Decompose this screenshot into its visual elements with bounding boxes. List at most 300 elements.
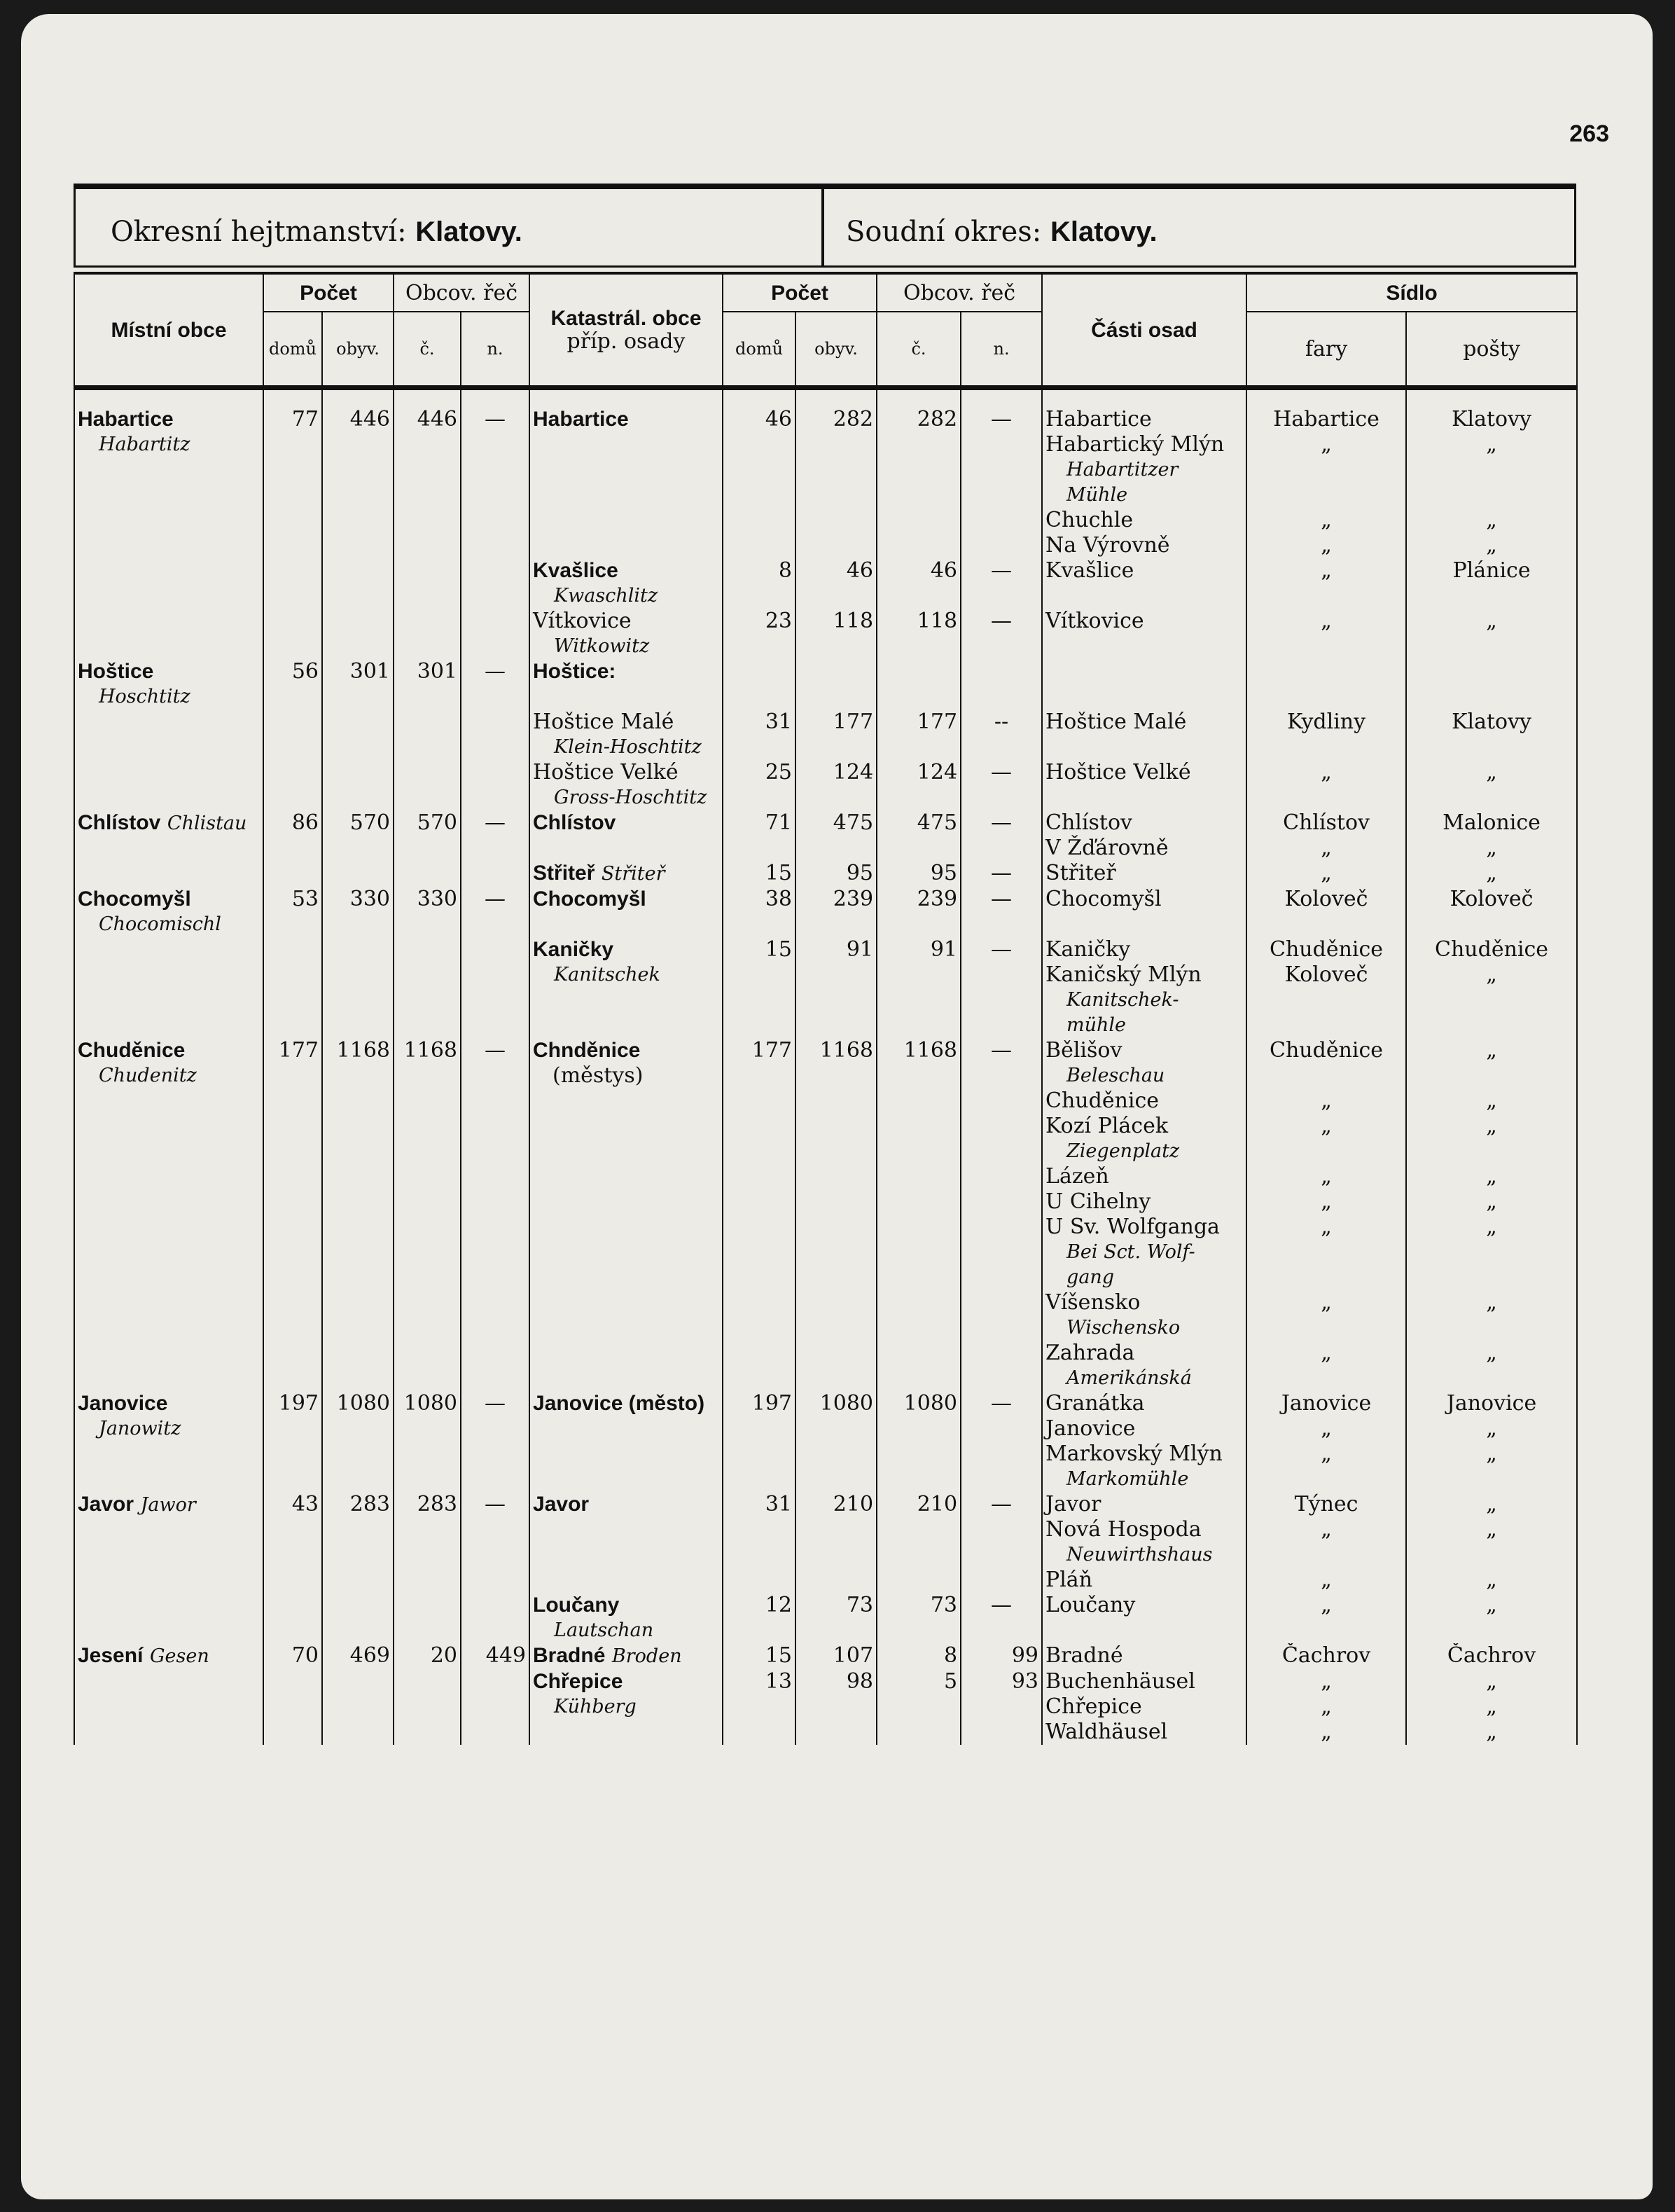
parish-cell xyxy=(1246,1492,1406,1593)
cadastral-german: — xyxy=(961,558,1042,609)
empty-cell xyxy=(394,1669,461,1745)
settlement-part-de: Beleschau xyxy=(1066,1065,1165,1086)
municipality-czech: 446 xyxy=(394,388,461,559)
post-office: „ xyxy=(1486,533,1497,558)
col-n-2: n. xyxy=(961,312,1042,388)
empty-cell xyxy=(394,937,461,1038)
post-office-cell xyxy=(1406,861,1577,887)
cadastral-german: — xyxy=(961,810,1042,861)
cadastral-german: — xyxy=(961,937,1042,1038)
spacer xyxy=(1410,1315,1573,1341)
col-casti-osad: Části osad xyxy=(1042,273,1246,388)
settlement-parts-cell xyxy=(1042,861,1246,887)
cadastral-houses: 38 xyxy=(723,887,795,937)
district-label xyxy=(111,216,522,248)
empty-cell xyxy=(394,1593,461,1643)
spacer xyxy=(1410,988,1573,1013)
settlement-part: Střiteř xyxy=(1045,861,1116,885)
parish-seat: „ xyxy=(1321,1568,1332,1592)
parish-seat: Chuděnice xyxy=(1270,1038,1384,1063)
empty-cell xyxy=(263,760,322,810)
parish-seat: „ xyxy=(1321,1593,1332,1617)
municipality-german: — xyxy=(461,887,529,937)
spacer xyxy=(1410,483,1573,508)
parish-cell xyxy=(1246,558,1406,609)
municipality-houses: 56 xyxy=(263,659,322,710)
cadastral-czech: 475 xyxy=(877,810,961,861)
cadastral-name: Vítkovice xyxy=(533,609,632,633)
parish-seat: „ xyxy=(1321,1341,1332,1365)
municipality-houses: 70 xyxy=(263,1643,322,1669)
col-c: č. xyxy=(394,312,461,388)
cadastral-cell xyxy=(529,1492,723,1593)
municipality-german: — xyxy=(461,1492,529,1593)
district-value: Klatovy. xyxy=(415,216,522,247)
settlement-parts-cell xyxy=(1042,1391,1246,1492)
cadastral-german: — xyxy=(961,388,1042,559)
municipality-population: 1080 xyxy=(322,1391,394,1492)
settlement-part: Hoštice Malé xyxy=(1045,710,1187,734)
empty-cell xyxy=(74,558,263,609)
cadastral-german: — xyxy=(961,1593,1042,1643)
municipality-cell xyxy=(74,1643,263,1669)
spacer xyxy=(1410,1240,1573,1265)
settlement-part: Buchenhäusel xyxy=(1045,1669,1195,1694)
municipality-table xyxy=(74,272,1578,1745)
spacer xyxy=(1250,1265,1403,1290)
empty-cell xyxy=(322,609,394,659)
settlement-part-de: Amerikánská xyxy=(1066,1367,1192,1389)
parish-seat: Koloveč xyxy=(1284,962,1368,987)
post-office: „ xyxy=(1486,1290,1497,1315)
cadastral-german: 99 xyxy=(961,1643,1042,1669)
municipality-population: 469 xyxy=(322,1643,394,1669)
cadastral-houses: 197 xyxy=(723,1391,795,1492)
settlement-part: U Sv. Wolfganga xyxy=(1045,1215,1220,1239)
post-office: „ xyxy=(1486,508,1497,532)
cadastral-cell xyxy=(529,1593,723,1643)
municipality-czech: 570 xyxy=(394,810,461,861)
col-pocet-2: Počet xyxy=(723,273,877,312)
cadastral-name-de: Kanitschek xyxy=(554,964,660,986)
municipality-houses: 53 xyxy=(263,887,322,937)
post-office-cell xyxy=(1406,388,1577,559)
settlement-part: Chuděnice xyxy=(1045,1088,1160,1113)
table-row xyxy=(74,609,1577,659)
cadastral-houses: 12 xyxy=(723,1593,795,1643)
municipality-houses: 86 xyxy=(263,810,322,861)
court-district-label xyxy=(846,216,1158,248)
municipality-name: Chlístov xyxy=(78,811,161,834)
parish-cell xyxy=(1246,1593,1406,1643)
parish-seat: „ xyxy=(1321,1720,1332,1744)
empty-cell xyxy=(322,937,394,1038)
settlement-part-de: Wischensko xyxy=(1066,1317,1181,1339)
cadastral-german: — xyxy=(961,861,1042,887)
cadastral-cell xyxy=(529,659,723,710)
cadastral-cell xyxy=(529,1038,723,1391)
settlement-part: Pláň xyxy=(1045,1568,1093,1592)
settlement-part: Hoštice Velké xyxy=(1045,760,1191,784)
col-katastral-line1: Katastrál. obce xyxy=(550,307,702,330)
settlement-parts-cell xyxy=(1042,1593,1246,1643)
col-domu: domů xyxy=(263,312,322,388)
cadastral-czech xyxy=(877,659,961,710)
post-office: „ xyxy=(1486,760,1497,784)
parish-seat: Koloveč xyxy=(1284,887,1368,911)
municipality-czech: 330 xyxy=(394,887,461,937)
municipality-name-de: Gesen xyxy=(149,1645,209,1667)
post-office: „ xyxy=(1486,836,1497,860)
municipality-cell xyxy=(74,1391,263,1492)
empty-cell xyxy=(74,1669,263,1745)
empty-cell xyxy=(322,1669,394,1745)
table-row xyxy=(74,1391,1577,1492)
municipality-german: — xyxy=(461,388,529,559)
parish-cell xyxy=(1246,388,1406,559)
settlement-part: Chocomyšl xyxy=(1045,887,1162,911)
cadastral-population xyxy=(795,659,877,710)
parish-seat: „ xyxy=(1321,1669,1332,1694)
cadastral-czech: 5 xyxy=(877,1669,961,1745)
empty-cell xyxy=(263,937,322,1038)
post-office: „ xyxy=(1486,1038,1497,1063)
settlement-parts-cell xyxy=(1042,1643,1246,1669)
empty-cell xyxy=(461,937,529,1038)
settlement-parts-cell xyxy=(1042,388,1246,559)
municipality-name: Chocomyšl xyxy=(78,887,191,911)
empty-cell xyxy=(461,760,529,810)
cadastral-houses: 31 xyxy=(723,1492,795,1593)
table-row xyxy=(74,887,1577,937)
cadastral-houses: 46 xyxy=(723,388,795,559)
municipality-german: — xyxy=(461,1038,529,1391)
cadastral-population: 1168 xyxy=(795,1038,877,1391)
cadastral-name-de: Gross-Hoschtitz xyxy=(554,787,707,808)
spacer xyxy=(1410,1063,1573,1088)
post-office-cell xyxy=(1406,659,1577,710)
col-fary: fary xyxy=(1246,312,1406,388)
spacer xyxy=(1410,1265,1573,1290)
cadastral-cell xyxy=(529,760,723,810)
municipality-houses: 77 xyxy=(263,388,322,559)
municipality-czech: 1168 xyxy=(394,1038,461,1391)
empty-cell xyxy=(461,1669,529,1745)
spacer xyxy=(1250,1366,1403,1391)
post-office: „ xyxy=(1486,1492,1497,1516)
municipality-czech: 283 xyxy=(394,1492,461,1593)
settlement-parts-cell xyxy=(1042,1038,1246,1391)
cadastral-name-de: Lautschan xyxy=(554,1619,654,1641)
post-office-cell xyxy=(1406,1593,1577,1643)
parish-seat: Chlístov xyxy=(1283,810,1370,835)
court-district-value: Klatovy. xyxy=(1050,216,1158,247)
settlement-parts-cell xyxy=(1042,558,1246,609)
cadastral-czech: 91 xyxy=(877,937,961,1038)
settlement-parts-cell xyxy=(1042,810,1246,861)
municipality-population: 330 xyxy=(322,887,394,937)
table-row xyxy=(74,861,1577,887)
cadastral-name: Janovice (město) xyxy=(533,1392,705,1415)
municipality-cell xyxy=(74,1492,263,1593)
parish-cell xyxy=(1246,861,1406,887)
cadastral-czech: 210 xyxy=(877,1492,961,1593)
empty-cell xyxy=(461,861,529,887)
cadastral-population: 177 xyxy=(795,710,877,760)
settlement-part: Víšensko xyxy=(1045,1290,1141,1315)
spacer xyxy=(1410,1366,1573,1391)
empty-cell xyxy=(394,710,461,760)
col-sidlo: Sídlo xyxy=(1246,273,1577,312)
parish-seat: „ xyxy=(1321,609,1332,633)
spacer xyxy=(1250,1542,1403,1568)
parish-cell xyxy=(1246,1669,1406,1745)
post-office: Malonice xyxy=(1443,810,1541,835)
cadastral-houses: 31 xyxy=(723,710,795,760)
post-office: „ xyxy=(1486,1215,1497,1239)
post-office: „ xyxy=(1486,1189,1497,1214)
municipality-german: 449 xyxy=(461,1643,529,1669)
post-office: „ xyxy=(1486,432,1497,457)
empty-cell xyxy=(263,1593,322,1643)
cadastral-cell xyxy=(529,558,723,609)
cadastral-czech: 118 xyxy=(877,609,961,659)
parish-cell xyxy=(1246,760,1406,810)
municipality-german: — xyxy=(461,810,529,861)
settlement-part: Zahrada xyxy=(1045,1341,1135,1365)
empty-cell xyxy=(263,1669,322,1745)
municipality-name-de: Janowitz xyxy=(99,1418,181,1439)
table-row xyxy=(74,659,1577,710)
cadastral-houses: 15 xyxy=(723,861,795,887)
col-mistni-obce: Místní obce xyxy=(74,273,263,388)
spacer xyxy=(1410,1139,1573,1164)
parish-seat: „ xyxy=(1321,432,1332,457)
settlement-part: Janovice xyxy=(1045,1416,1136,1441)
cadastral-population: 118 xyxy=(795,609,877,659)
parish-cell xyxy=(1246,1391,1406,1492)
parish-seat: Týnec xyxy=(1294,1492,1358,1516)
table-row xyxy=(74,388,1577,559)
parish-cell xyxy=(1246,810,1406,861)
municipality-population: 1168 xyxy=(322,1038,394,1391)
cadastral-population: 95 xyxy=(795,861,877,887)
cadastral-houses: 15 xyxy=(723,1643,795,1669)
cadastral-czech: 95 xyxy=(877,861,961,887)
municipality-german: — xyxy=(461,1391,529,1492)
settlement-part: U Cihelny xyxy=(1045,1189,1151,1214)
spacer xyxy=(1250,1139,1403,1164)
table-row xyxy=(74,760,1577,810)
municipality-population: 301 xyxy=(322,659,394,710)
cadastral-name: Chnděnice xyxy=(533,1039,641,1062)
empty-cell xyxy=(394,760,461,810)
post-office: Janovice xyxy=(1446,1391,1537,1416)
municipality-name: Janovice xyxy=(78,1392,168,1415)
cadastral-population: 98 xyxy=(795,1669,877,1745)
cadastral-houses xyxy=(723,659,795,710)
municipality-cell xyxy=(74,810,263,861)
empty-cell xyxy=(461,710,529,760)
settlement-part: Nová Hospoda xyxy=(1045,1517,1202,1542)
municipality-houses: 197 xyxy=(263,1391,322,1492)
post-office-cell xyxy=(1406,558,1577,609)
page-number: 263 xyxy=(1569,120,1609,147)
parish-seat: Janovice xyxy=(1281,1391,1372,1416)
post-office: „ xyxy=(1486,1593,1497,1617)
table-row xyxy=(74,1492,1577,1593)
parish-seat: Čachrov xyxy=(1281,1643,1371,1668)
col-obyv: obyv. xyxy=(322,312,394,388)
cadastral-houses: 8 xyxy=(723,558,795,609)
cadastral-cell xyxy=(529,937,723,1038)
parish-seat: Kydliny xyxy=(1286,710,1366,734)
cadastral-name: Kaničky xyxy=(533,938,614,961)
col-obcov-rec-2: Obcov. řeč xyxy=(877,273,1042,312)
cadastral-german: — xyxy=(961,1391,1042,1492)
post-office-cell xyxy=(1406,1643,1577,1669)
post-office: „ xyxy=(1486,1669,1497,1694)
parish-seat: Habartice xyxy=(1273,407,1379,431)
cadastral-czech: 46 xyxy=(877,558,961,609)
cadastral-czech: 177 xyxy=(877,710,961,760)
settlement-part: Markovský Mlýn xyxy=(1045,1442,1223,1466)
cadastral-population: 475 xyxy=(795,810,877,861)
spacer xyxy=(1250,988,1403,1013)
cadastral-name: Hoštice Velké xyxy=(533,760,679,784)
settlement-part: Chřepice xyxy=(1045,1694,1142,1719)
municipality-name: Jesení xyxy=(78,1644,144,1667)
municipality-population: 570 xyxy=(322,810,394,861)
parish-seat: „ xyxy=(1321,1114,1332,1138)
empty-cell xyxy=(322,861,394,887)
spacer xyxy=(1250,483,1403,508)
post-office: Klatovy xyxy=(1452,407,1531,431)
cadastral-cell xyxy=(529,810,723,861)
parish-cell xyxy=(1246,1038,1406,1391)
municipality-czech: 301 xyxy=(394,659,461,710)
empty-cell xyxy=(263,710,322,760)
cadastral-name: Chocomyšl xyxy=(533,887,646,911)
settlement-part: Chuchle xyxy=(1045,508,1134,532)
municipality-cell xyxy=(74,659,263,710)
post-office-cell xyxy=(1406,810,1577,861)
municipality-czech: 1080 xyxy=(394,1391,461,1492)
post-office: Plánice xyxy=(1452,558,1531,583)
cadastral-name: Bradné xyxy=(533,1644,606,1667)
cadastral-name: Hoštice: xyxy=(533,660,616,683)
post-office: Čachrov xyxy=(1447,1643,1536,1668)
municipality-name-de: Hoschtitz xyxy=(99,686,190,707)
settlement-part: Waldhäusel xyxy=(1045,1720,1168,1744)
post-office: „ xyxy=(1486,1341,1497,1365)
court-district-label-text: Soudní okres: xyxy=(846,216,1042,248)
settlement-parts-cell xyxy=(1042,937,1246,1038)
cadastral-cell xyxy=(529,1391,723,1492)
cadastral-czech: 1168 xyxy=(877,1038,961,1391)
municipality-name-de: Chlistau xyxy=(167,813,247,834)
col-katastral-line2: příp. osady xyxy=(567,329,686,354)
settlement-part: Chlístov xyxy=(1045,810,1132,835)
col-posty: pošty xyxy=(1406,312,1577,388)
cadastral-name-de: Broden xyxy=(611,1645,682,1667)
settlement-parts-cell xyxy=(1042,710,1246,760)
cadastral-cell xyxy=(529,1669,723,1745)
page xyxy=(21,14,1653,2199)
cadastral-houses: 15 xyxy=(723,937,795,1038)
parish-seat: „ xyxy=(1321,1164,1332,1189)
table-row xyxy=(74,937,1577,1038)
cadastral-name: Kvašlice xyxy=(533,559,618,582)
cadastral-german xyxy=(961,659,1042,710)
post-office-cell xyxy=(1406,887,1577,937)
municipality-name: Chuděnice xyxy=(78,1039,186,1062)
cadastral-czech: 73 xyxy=(877,1593,961,1643)
settlement-part: Javor xyxy=(1045,1492,1101,1516)
spacer xyxy=(1250,457,1403,483)
post-office-cell xyxy=(1406,609,1577,659)
district-header xyxy=(74,184,1576,268)
empty-cell xyxy=(263,558,322,609)
municipality-german: — xyxy=(461,659,529,710)
cadastral-german: — xyxy=(961,609,1042,659)
cadastral-name: Hoštice Malé xyxy=(533,710,674,734)
settlement-parts-cell xyxy=(1042,1492,1246,1593)
empty-cell xyxy=(461,609,529,659)
empty-cell xyxy=(394,558,461,609)
cadastral-name-de: Kwaschlitz xyxy=(554,585,658,607)
empty-cell xyxy=(74,609,263,659)
settlement-part-de: Markomühle xyxy=(1066,1468,1189,1490)
settlement-parts-cell xyxy=(1042,1669,1246,1745)
post-office: „ xyxy=(1486,1114,1497,1138)
post-office-cell xyxy=(1406,937,1577,1038)
cadastral-houses: 71 xyxy=(723,810,795,861)
post-office: Klatovy xyxy=(1452,710,1531,734)
cadastral-name-de: Klein-Hoschtitz xyxy=(554,736,702,758)
parish-seat: „ xyxy=(1321,861,1332,885)
cadastral-name: Chlístov xyxy=(533,811,616,834)
cadastral-cell xyxy=(529,887,723,937)
cadastral-population: 107 xyxy=(795,1643,877,1669)
col-c-2: č. xyxy=(877,312,961,388)
municipality-population: 446 xyxy=(322,388,394,559)
cadastral-cell xyxy=(529,1643,723,1669)
cadastral-cell xyxy=(529,861,723,887)
post-office: „ xyxy=(1486,861,1497,885)
post-office: „ xyxy=(1486,1568,1497,1592)
header-divider xyxy=(821,189,824,265)
municipality-cell xyxy=(74,1038,263,1391)
col-obyv-2: obyv. xyxy=(795,312,877,388)
post-office: „ xyxy=(1486,1694,1497,1719)
spacer xyxy=(1250,1240,1403,1265)
cadastral-cell xyxy=(529,710,723,760)
cadastral-czech: 8 xyxy=(877,1643,961,1669)
municipality-name-de: Chocomischl xyxy=(99,913,221,935)
settlement-parts-cell xyxy=(1042,609,1246,659)
municipality-name: Habartice xyxy=(78,408,174,431)
post-office: „ xyxy=(1486,1442,1497,1466)
parish-seat: „ xyxy=(1321,1694,1332,1719)
settlement-part: Habartice xyxy=(1045,407,1152,431)
settlement-part-de: Bei Sct. Wolf-gang xyxy=(1066,1241,1195,1288)
settlement-part-de: Kanitschek-mühle xyxy=(1066,989,1179,1036)
empty-cell xyxy=(394,861,461,887)
spacer xyxy=(1250,1315,1403,1341)
settlement-parts-cell xyxy=(1042,887,1246,937)
settlement-part: Vítkovice xyxy=(1045,609,1144,633)
